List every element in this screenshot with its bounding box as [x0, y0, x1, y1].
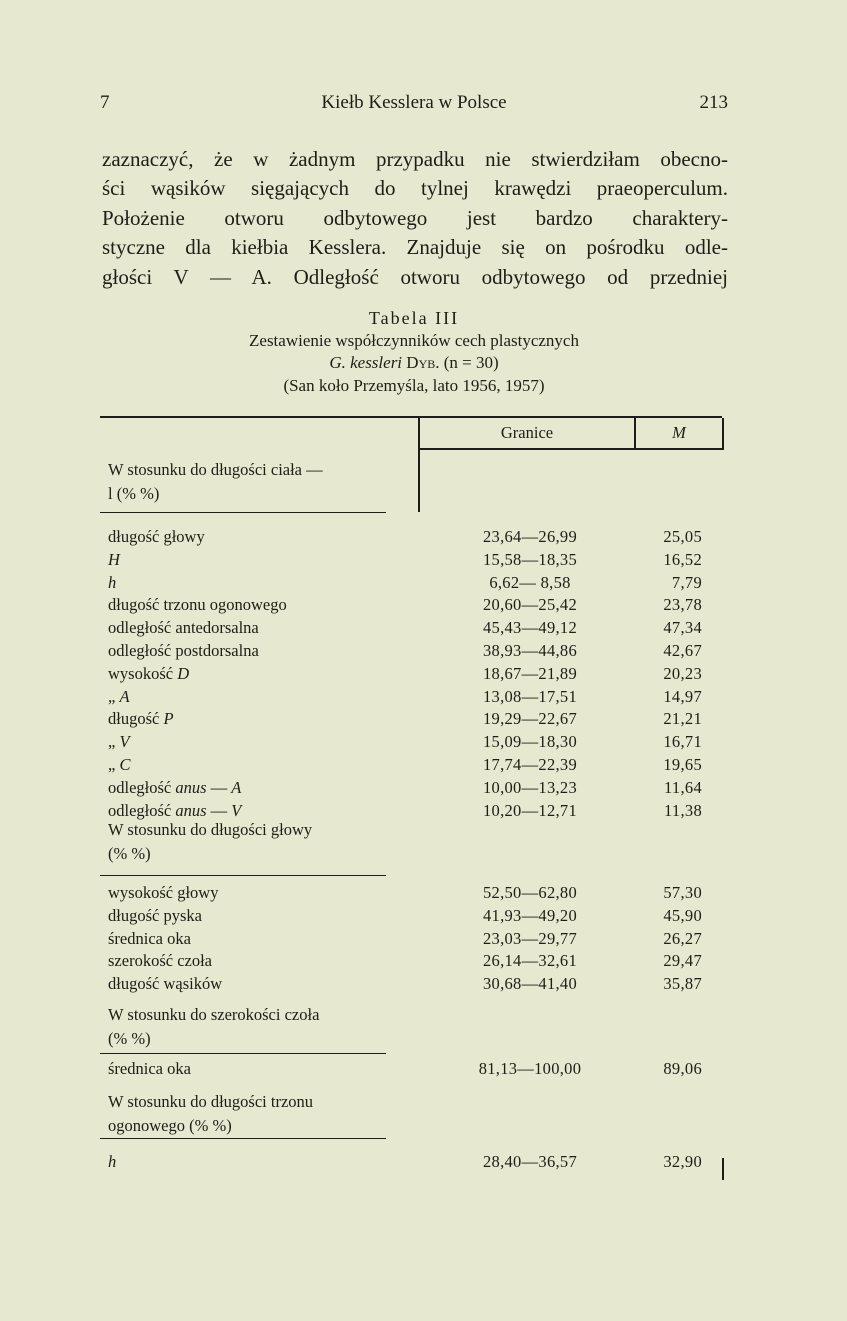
row-range: 81,13—100,00 — [478, 1059, 582, 1078]
row-range: 23,64—26,99 — [482, 527, 578, 546]
running-title: Kiełb Kesslera w Polsce — [321, 92, 507, 113]
table-right-border — [722, 418, 724, 450]
row-label: długość pyska — [108, 905, 202, 925]
row-mean: 23,78 — [663, 595, 702, 615]
row-range: 18,67—21,89 — [482, 663, 578, 683]
row-range: 38,93—44,86 — [482, 641, 578, 660]
row-label: wysokość głowy — [108, 883, 219, 902]
section-rule — [100, 1138, 386, 1139]
row-mean: 16,52 — [663, 549, 702, 569]
row-mean: 21,21 — [663, 709, 702, 729]
header-rule — [418, 448, 722, 450]
species-author: Dyb. — [406, 353, 440, 372]
row-mean: 45,90 — [663, 905, 702, 925]
row-mean: 26,27 — [663, 928, 702, 948]
section-heading: W stosunku do szerokości czoła — [108, 1005, 320, 1024]
page-header — [100, 92, 728, 122]
sample-size: (n = 30) — [443, 353, 499, 372]
row-mean: 57,30 — [663, 883, 702, 902]
row-mean: 32,90 — [663, 1152, 702, 1171]
row-label: odległość antedorsalna — [108, 618, 259, 638]
column-header-mean: M — [672, 423, 686, 442]
species-name: G. kessleri — [329, 353, 403, 372]
row-label: „ V — [108, 732, 130, 752]
row-mean: 19,65 — [663, 755, 702, 774]
row-range: 52,50—62,80 — [482, 883, 578, 902]
row-label: h — [108, 572, 117, 592]
row-label: „ A — [108, 686, 130, 706]
row-mean: 14,97 — [663, 686, 702, 706]
row-range: 30,68—41,40 — [482, 974, 578, 994]
row-mean: 47,34 — [663, 618, 702, 638]
table-top-rule — [100, 416, 722, 418]
row-range: 17,74—22,39 — [482, 755, 578, 774]
section-heading: W stosunku do długości głowy — [108, 820, 313, 839]
row-label: H — [108, 549, 120, 569]
column-header-range: Granice — [500, 423, 554, 442]
section-rule — [100, 512, 386, 513]
section-rule — [100, 875, 386, 876]
row-range: 19,29—22,67 — [482, 709, 578, 729]
row-range: 10,20—12,71 — [482, 800, 578, 820]
row-range: 13,08—17,51 — [482, 686, 578, 706]
row-label: długość P — [108, 709, 174, 729]
body-paragraph — [102, 145, 728, 292]
row-mean: 11,38 — [663, 800, 702, 820]
row-label: „ C — [108, 755, 131, 774]
section-rule — [100, 1053, 386, 1054]
row-label: długość trzonu ogonowego — [108, 595, 287, 615]
table-title: Tabela III — [368, 308, 460, 328]
section-heading: l (% %) — [108, 484, 160, 503]
row-range: 10,00—13,23 — [482, 777, 578, 797]
row-label: średnica oka — [108, 928, 191, 948]
row-range: 23,03—29,77 — [482, 928, 578, 948]
locality-line: (San koło Przemyśla, lato 1956, 1957) — [283, 375, 545, 395]
section-heading: W stosunku do długości trzonu — [108, 1092, 314, 1111]
section-heading: (% %) — [108, 844, 151, 863]
body-line: Położenie otworu odbytowego jest bardzo charaktery- — [102, 205, 728, 230]
row-mean: 16,71 — [663, 732, 702, 752]
row-mean: 25,05 — [663, 527, 702, 546]
row-label: odległość postdorsalna — [108, 641, 259, 660]
page-number-left: 7 — [100, 92, 110, 113]
row-label: odległość anus — A — [108, 777, 242, 797]
row-label: wysokość D — [108, 663, 190, 683]
row-mean: 42,67 — [663, 641, 702, 660]
row-range: 15,09—18,30 — [482, 732, 578, 752]
section-heading: W stosunku do długości ciała — — [108, 460, 323, 479]
page-number-right: 213 — [699, 92, 728, 113]
section-heading: (% %) — [108, 1029, 151, 1048]
body-line: głości V — A. Odległość otworu odbytowego od przedniej — [102, 264, 728, 289]
row-label: długość głowy — [108, 527, 205, 546]
table-caption — [100, 307, 728, 397]
row-mean: 29,47 — [663, 951, 702, 971]
row-mean: 89,06 — [663, 1059, 702, 1078]
row-range: 6,62— 8,58 — [489, 572, 571, 592]
row-label: długość wąsików — [108, 974, 223, 994]
table-right-border-bottom — [722, 1158, 724, 1180]
row-label: h — [108, 1152, 117, 1171]
row-range: 20,60—25,42 — [482, 595, 578, 615]
row-range: 45,43—49,12 — [482, 618, 578, 638]
row-range: 41,93—49,20 — [482, 905, 578, 925]
body-line: zaznaczyć, że w żadnym przypadku nie stwierdziłam obecno- — [102, 147, 728, 171]
row-label: średnica oka — [108, 1059, 191, 1078]
body-line: ści wąsików sięgających do tylnej krawędzi praeoperculum. — [102, 176, 728, 201]
row-mean: 7,79 — [671, 572, 702, 592]
row-label: szerokość czoła — [108, 951, 212, 971]
body-line: styczne dla kiełbia Kesslera. Znajduje się on pośrodku odle- — [102, 235, 728, 260]
row-mean: 11,64 — [663, 777, 702, 797]
table-subtitle: Zestawienie współczynników cech plastycznych — [249, 330, 579, 350]
row-range: 26,14—32,61 — [482, 951, 578, 971]
row-mean: 35,87 — [663, 974, 702, 994]
species-line — [100, 352, 728, 375]
row-label: odległość anus — V — [108, 800, 242, 820]
section-heading: ogonowego (% %) — [108, 1116, 232, 1135]
row-range: 28,40—36,57 — [482, 1152, 578, 1171]
row-mean: 20,23 — [663, 663, 702, 683]
row-range: 15,58—18,35 — [482, 549, 578, 569]
